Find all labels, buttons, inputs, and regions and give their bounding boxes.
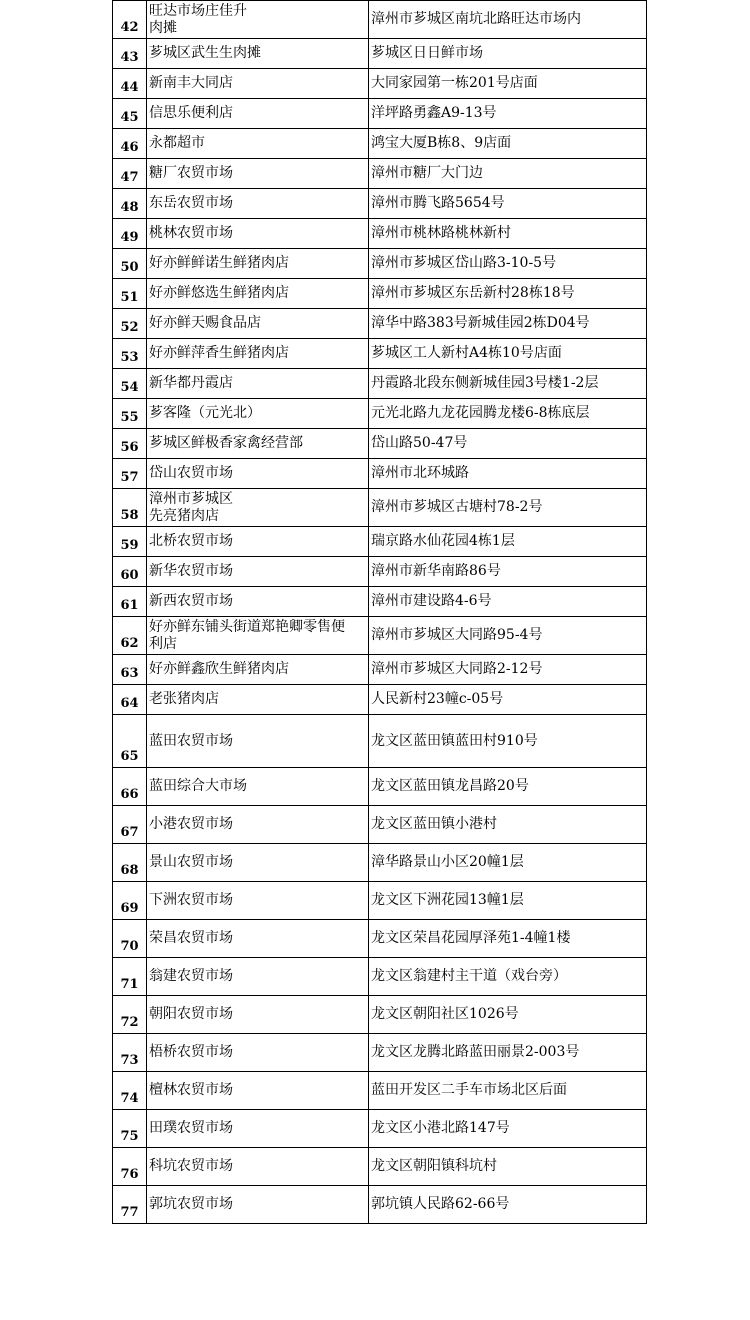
shop-name: 景山农贸市场: [147, 844, 369, 882]
row-number: 73: [113, 1034, 147, 1072]
table-row: [113, 1110, 647, 1148]
row-number: 66: [113, 768, 147, 806]
shop-name: 好亦鲜鑫欣生鲜猪肉店: [147, 655, 369, 685]
shop-address: 郭坑镇人民路62-66号: [369, 1186, 647, 1224]
shop-address: 元光北路九龙花园腾龙楼6-8栋底层: [369, 399, 647, 429]
row-number: 46: [113, 129, 147, 159]
shop-address: 龙文区小港北路147号: [369, 1110, 647, 1148]
shop-name: 郭坑农贸市场: [147, 1186, 369, 1224]
shop-address: 漳州市芗城区大同路95-4号: [369, 617, 647, 655]
table-row: [113, 69, 647, 99]
table-row: [113, 429, 647, 459]
shop-address: 漳华中路383号新城佳园2栋D04号: [369, 309, 647, 339]
shop-address: 龙文区翁建村主干道（戏台旁）: [369, 958, 647, 996]
row-number: 58: [113, 489, 147, 527]
table-row: [113, 249, 647, 279]
shop-name: 老张猪肉店: [147, 685, 369, 715]
row-number: 69: [113, 882, 147, 920]
table-row: [113, 489, 647, 527]
row-number: 44: [113, 69, 147, 99]
shop-name: 漳州市芗城区 先亮猪肉店: [147, 489, 369, 527]
shop-name: 好亦鲜东铺头街道郑艳卿零售便 利店: [147, 617, 369, 655]
table-row: [113, 1148, 647, 1186]
shop-name: 好亦鲜鲜诺生鲜猪肉店: [147, 249, 369, 279]
row-number: 50: [113, 249, 147, 279]
row-number: 53: [113, 339, 147, 369]
shop-address: 漳州市腾飞路5654号: [369, 189, 647, 219]
shop-name: 信思乐便利店: [147, 99, 369, 129]
table-row: [113, 958, 647, 996]
table-row: [113, 806, 647, 844]
row-number: 49: [113, 219, 147, 249]
shop-name: 岱山农贸市场: [147, 459, 369, 489]
row-number: 47: [113, 159, 147, 189]
shop-address: 芗城区日日鲜市场: [369, 39, 647, 69]
shop-name: 蓝田农贸市场: [147, 715, 369, 768]
shop-address: 丹霞路北段东侧新城佳园3号楼1-2层: [369, 369, 647, 399]
shop-address: 大同家园第一栋201号店面: [369, 69, 647, 99]
shop-address: 漳州市芗城区东岳新村28栋18号: [369, 279, 647, 309]
market-list-table: [112, 0, 647, 1224]
shop-name: 科坑农贸市场: [147, 1148, 369, 1186]
table-row: [113, 617, 647, 655]
shop-address: 龙文区朝阳社区1026号: [369, 996, 647, 1034]
shop-address: 漳州市芗城区古塘村78-2号: [369, 489, 647, 527]
shop-address: 龙文区龙腾北路蓝田丽景2-003号: [369, 1034, 647, 1072]
shop-name: 梧桥农贸市场: [147, 1034, 369, 1072]
shop-address: 龙文区朝阳镇科坑村: [369, 1148, 647, 1186]
shop-name: 小港农贸市场: [147, 806, 369, 844]
table-row: [113, 459, 647, 489]
shop-name: 下洲农贸市场: [147, 882, 369, 920]
shop-address: 人民新村23幢c-05号: [369, 685, 647, 715]
shop-address: 洋坪路勇鑫A9-13号: [369, 99, 647, 129]
table-row: [113, 1186, 647, 1224]
shop-name: 芗城区鲜极香家禽经营部: [147, 429, 369, 459]
row-number: 52: [113, 309, 147, 339]
table-row: [113, 129, 647, 159]
row-number: 51: [113, 279, 147, 309]
table-row: [113, 996, 647, 1034]
table-row: [113, 279, 647, 309]
table-row: [113, 339, 647, 369]
shop-address: 漳州市北环城路: [369, 459, 647, 489]
table-row: [113, 844, 647, 882]
shop-name: 好亦鲜天赐食品店: [147, 309, 369, 339]
shop-name: 芗客隆（元光北）: [147, 399, 369, 429]
row-number: 45: [113, 99, 147, 129]
table-row: [113, 920, 647, 958]
table-row: [113, 219, 647, 249]
table-row: [113, 557, 647, 587]
row-number: 59: [113, 527, 147, 557]
shop-name: 永都超市: [147, 129, 369, 159]
table-row: [113, 309, 647, 339]
shop-address: 岱山路50-47号: [369, 429, 647, 459]
row-number: 57: [113, 459, 147, 489]
shop-name: 荣昌农贸市场: [147, 920, 369, 958]
table-row: [113, 685, 647, 715]
shop-address: 漳州市糖厂大门边: [369, 159, 647, 189]
row-number: 54: [113, 369, 147, 399]
shop-address: 漳州市桃林路桃林新村: [369, 219, 647, 249]
row-number: 61: [113, 587, 147, 617]
table-row: [113, 189, 647, 219]
table-row: [113, 399, 647, 429]
table-row: [113, 655, 647, 685]
table-row: [113, 1, 647, 39]
shop-address: 漳州市建设路4-6号: [369, 587, 647, 617]
table-row: [113, 715, 647, 768]
row-number: 67: [113, 806, 147, 844]
row-number: 43: [113, 39, 147, 69]
shop-name: 北桥农贸市场: [147, 527, 369, 557]
table-row: [113, 1072, 647, 1110]
shop-name: 新华都丹霞店: [147, 369, 369, 399]
shop-name: 翁建农贸市场: [147, 958, 369, 996]
row-number: 77: [113, 1186, 147, 1224]
shop-name: 东岳农贸市场: [147, 189, 369, 219]
row-number: 70: [113, 920, 147, 958]
table-row: [113, 369, 647, 399]
row-number: 48: [113, 189, 147, 219]
shop-address: 漳州市新华南路86号: [369, 557, 647, 587]
shop-address: 龙文区蓝田镇龙昌路20号: [369, 768, 647, 806]
row-number: 60: [113, 557, 147, 587]
shop-address: 鸿宝大厦B栋8、9店面: [369, 129, 647, 159]
table-row: [113, 882, 647, 920]
row-number: 62: [113, 617, 147, 655]
row-number: 56: [113, 429, 147, 459]
table-row: [113, 159, 647, 189]
row-number: 55: [113, 399, 147, 429]
shop-name: 桃林农贸市场: [147, 219, 369, 249]
shop-address: 漳华路景山小区20幢1层: [369, 844, 647, 882]
table-row: [113, 99, 647, 129]
table-row: [113, 768, 647, 806]
shop-address: 蓝田开发区二手车市场北区后面: [369, 1072, 647, 1110]
table-row: [113, 527, 647, 557]
table-body: [113, 1, 647, 1224]
row-number: 76: [113, 1148, 147, 1186]
table-row: [113, 1034, 647, 1072]
shop-name: 新西农贸市场: [147, 587, 369, 617]
shop-name: 新南丰大同店: [147, 69, 369, 99]
shop-name: 檀林农贸市场: [147, 1072, 369, 1110]
row-number: 64: [113, 685, 147, 715]
row-number: 71: [113, 958, 147, 996]
row-number: 75: [113, 1110, 147, 1148]
shop-address: 龙文区蓝田镇蓝田村910号: [369, 715, 647, 768]
shop-address: 漳州市芗城区南坑北路旺达市场内: [369, 1, 647, 39]
row-number: 63: [113, 655, 147, 685]
shop-address: 龙文区下洲花园13幢1层: [369, 882, 647, 920]
shop-name: 蓝田综合大市场: [147, 768, 369, 806]
shop-address: 龙文区荣昌花园厚泽苑1-4幢1楼: [369, 920, 647, 958]
row-number: 42: [113, 1, 147, 39]
shop-address: 龙文区蓝田镇小港村: [369, 806, 647, 844]
row-number: 65: [113, 715, 147, 768]
row-number: 68: [113, 844, 147, 882]
table-row: [113, 587, 647, 617]
shop-address: 漳州市芗城区岱山路3-10-5号: [369, 249, 647, 279]
row-number: 74: [113, 1072, 147, 1110]
shop-address: 芗城区工人新村A4栋10号店面: [369, 339, 647, 369]
shop-name: 糖厂农贸市场: [147, 159, 369, 189]
shop-name: 好亦鲜萍香生鲜猪肉店: [147, 339, 369, 369]
shop-name: 芗城区武生生肉摊: [147, 39, 369, 69]
shop-name: 朝阳农贸市场: [147, 996, 369, 1034]
shop-name: 田璞农贸市场: [147, 1110, 369, 1148]
table-row: [113, 39, 647, 69]
row-number: 72: [113, 996, 147, 1034]
shop-name: 好亦鲜悠选生鲜猪肉店: [147, 279, 369, 309]
shop-name: 新华农贸市场: [147, 557, 369, 587]
shop-address: 漳州市芗城区大同路2-12号: [369, 655, 647, 685]
shop-name: 旺达市场庄佳升 肉摊: [147, 1, 369, 39]
shop-address: 瑞京路水仙花园4栋1层: [369, 527, 647, 557]
